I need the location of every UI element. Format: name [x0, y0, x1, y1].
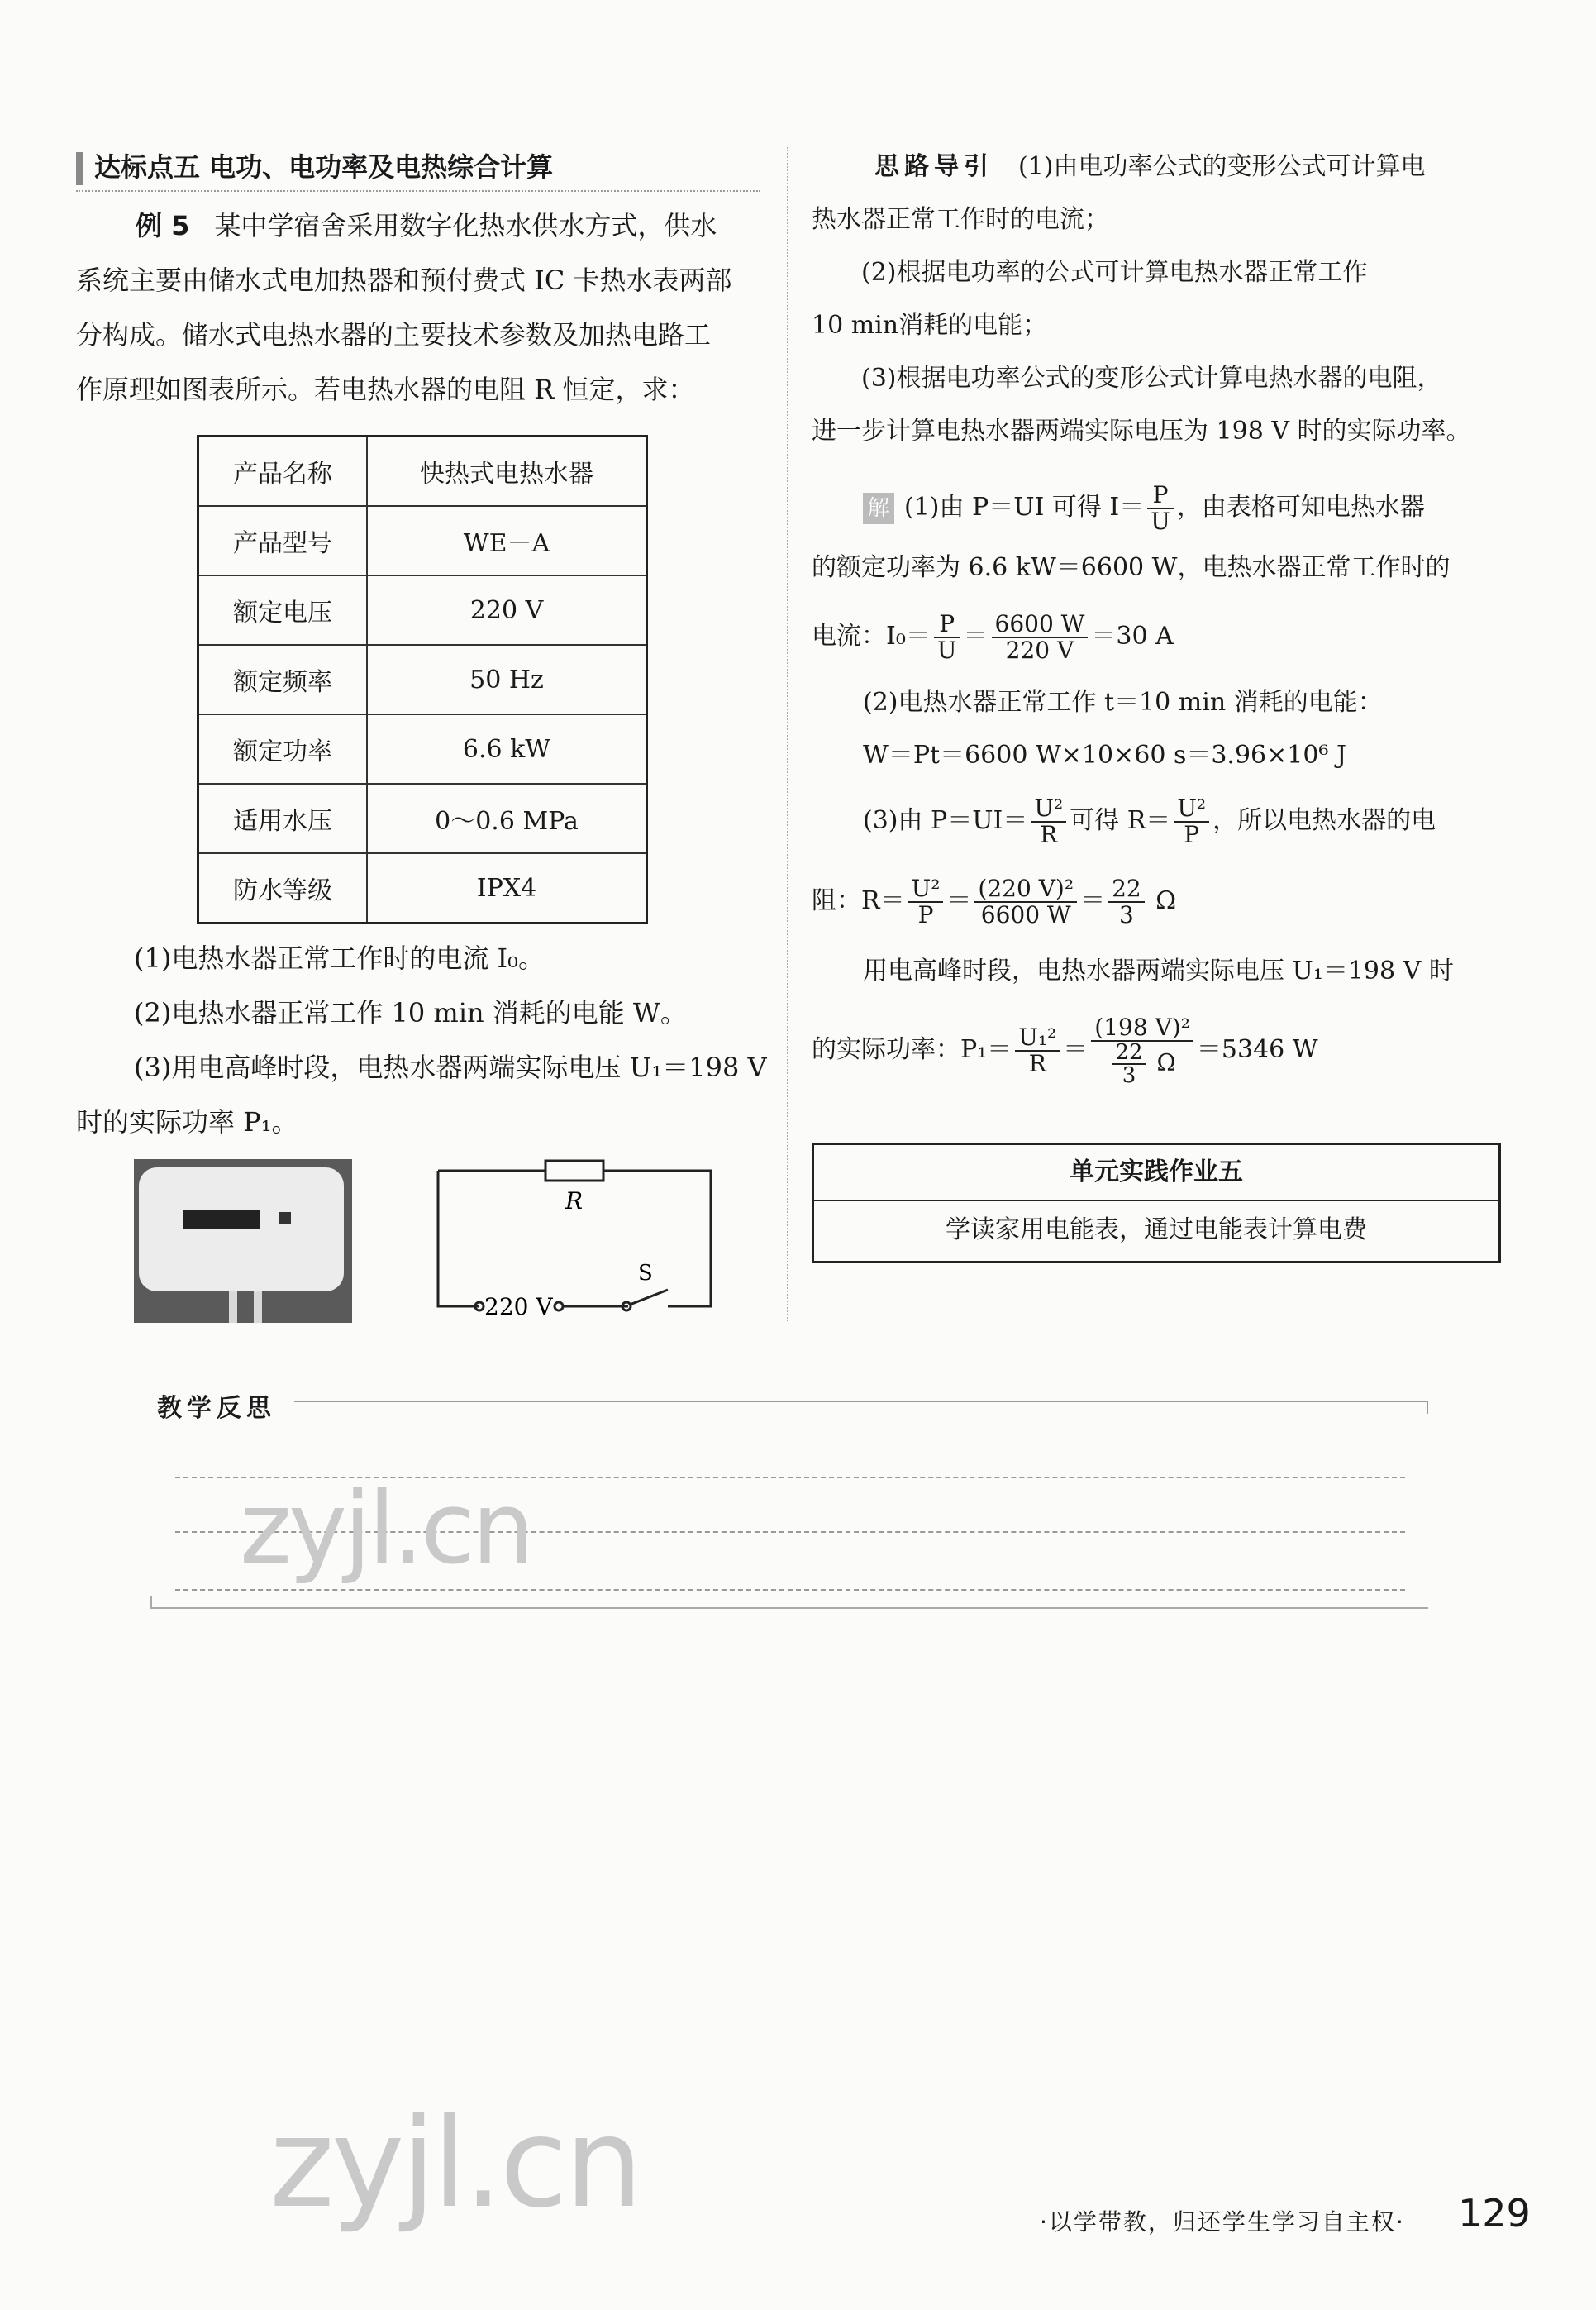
reflection-bottom-line	[150, 1607, 1428, 1609]
unit-practice-box	[812, 1143, 1501, 1263]
page-number: 129	[1458, 2191, 1531, 2236]
table-row: 产品型号 WE－A	[198, 506, 647, 575]
reflection-label: 教学反思	[157, 1394, 276, 1423]
questions: (1)电热水器正常工作时的电流 I₀。 (2)电热水器正常工作 10 min 消耗的电能 W。 (3)用电高峰时段，电热水器两端实际电压 U₁＝198 V 时的实际功率 P₁。	[76, 943, 767, 1138]
reflection-right-tick	[1427, 1401, 1428, 1414]
switch-label: S	[638, 1261, 653, 1286]
example-label: 例 5	[136, 210, 190, 241]
unit-practice-header: 单元实践作业五	[814, 1145, 1498, 1201]
watermark-bottom: zyjl.cn	[269, 2092, 641, 2236]
resistor-label: R	[565, 1187, 584, 1215]
source-label: 220 V	[484, 1293, 553, 1320]
table-row: 产品名称 快热式电热水器	[198, 437, 647, 507]
watermark-top: zyjl.cn	[240, 1472, 531, 1587]
solution-block: 解 (1)由 P＝UI 可得 I＝ $\frac{P}{U}$ ，由表格可知电热水器 的额定功率为 6.6 kW＝6600 W，电热水器正常工作时的 电流：I₀＝ $\frac{P}{U}$ ＝ $\frac{6600 W}{220 V}$ ＝30 A (2)电热水器正常工作 t＝10 min 消耗的电能： W＝Pt＝6600 W×10×60 s＝3.96×10⁶ J (3)由 P＝UI＝ $\frac{\text{U²}}{R}$ 可得 R＝ $\frac{\text{U²}}{P}$ ，所以电热水器的电 阻：R＝ $\frac{\text{U²}}{P}$ ＝ $\frac{\text{(220 V)²}}{6600 W}$ ＝ $\frac{22}{3}$ Ω 用电高峰时段，电热水器两端实际电压 U₁＝198 V 时 的实际功率：P₁＝ $\frac{\text{U₁²}}{R}$ ＝ (198 V)² $\frac{22}{3}$ Ω ＝5346 W	[812, 481, 1454, 1088]
water-heater-icon	[134, 1159, 352, 1323]
column-divider	[787, 147, 788, 1321]
section-title: 达标点五 电功、电功率及电热综合计算	[76, 147, 760, 192]
circuit-diagram	[430, 1154, 727, 1328]
table-row: 额定频率 50 Hz	[198, 645, 647, 714]
table-row: 额定功率 6.6 kW	[198, 714, 647, 784]
example-intro: 例 5 某中学宿舍采用数字化热水供水方式，供水 系统主要由储水式电加热器和预付费式 IC 卡热水表两部 分构成。储水式电热水器的主要技术参数及加热电路工 作原理如图表所示。若电热水器的电阻 R 恒定，求：	[76, 210, 732, 405]
reflection-left-tick	[150, 1596, 152, 1609]
solution-tag: 解	[863, 493, 894, 524]
reflection-line-3[interactable]	[175, 1589, 1405, 1591]
guide-block: 思路导引 (1)由电功率公式的变形公式可计算电 热水器正常工作时的电流； (2)根据电功率的公式可计算电热水器正常工作 10 min消耗的电能； (3)根据电功率公式的变形公式计算电热水器的电阻， 进一步计算电热水器两端实际电压为 198 V 时的实际功率。	[812, 152, 1471, 446]
water-heater-photo	[134, 1159, 352, 1323]
guide-label: 思路导引	[874, 152, 993, 181]
table-row: 适用水压 0～0.6 MPa	[198, 784, 647, 853]
unit-practice-body: 学读家用电能表，通过电能表计算电费	[946, 1215, 1367, 1244]
spec-table	[197, 435, 648, 924]
table-row: 防水等级 IPX4	[198, 853, 647, 924]
table-row: 额定电压 220 V	[198, 575, 647, 645]
resistor-icon	[545, 1161, 603, 1181]
footer-motto: ·以学带教，归还学生学习自主权·	[1040, 2208, 1405, 2236]
reflection-top-line	[294, 1401, 1427, 1402]
section-bar-icon	[76, 152, 83, 185]
